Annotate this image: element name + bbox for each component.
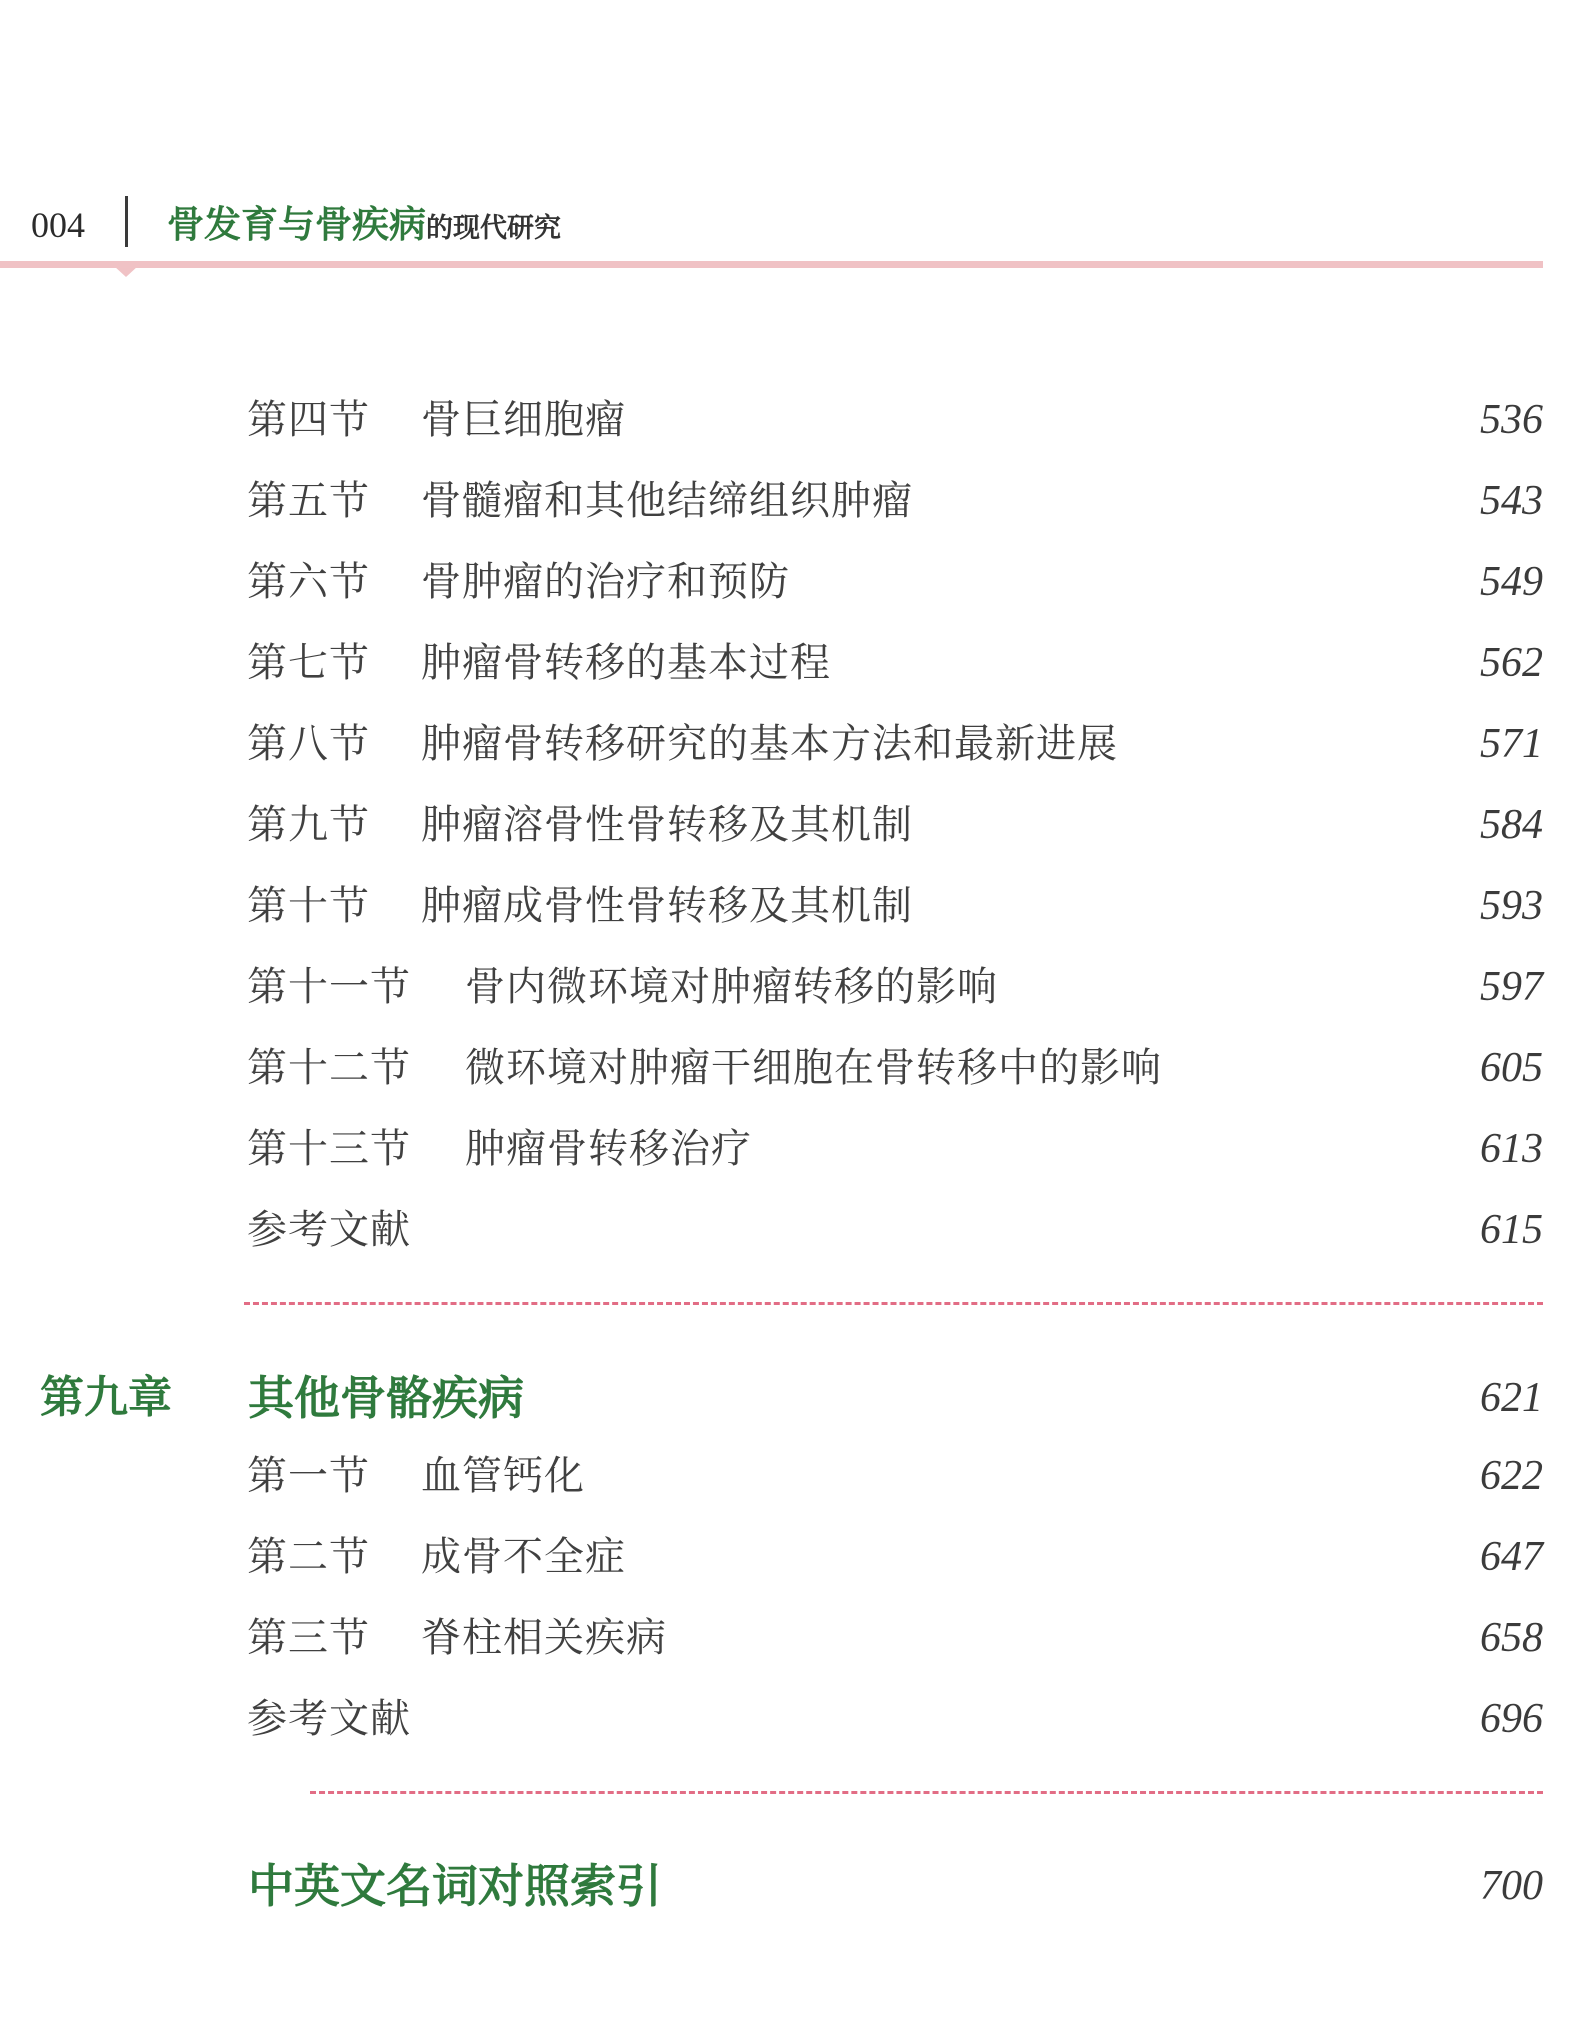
section-title: 成骨不全症 (421, 1534, 626, 1580)
toc-entry[interactable] (0, 1116, 1581, 1182)
toc-entry[interactable] (0, 1443, 1581, 1509)
book-title: 骨发育与骨疾病 (167, 203, 426, 246)
section-number: 第四节 (247, 397, 370, 443)
toc-entry[interactable] (0, 468, 1581, 534)
section-title: 肿瘤成骨性骨转移及其机制 (421, 883, 913, 929)
section-title: 肿瘤骨转移治疗 (465, 1126, 752, 1172)
section-page: 549 (1480, 559, 1543, 605)
section-title: 血管钙化 (421, 1453, 585, 1499)
section-page: 647 (1480, 1534, 1543, 1580)
header-separator (125, 196, 128, 247)
section-page: 562 (1480, 640, 1543, 686)
chapter-divider (310, 1791, 1543, 1794)
section-number: 第八节 (247, 721, 370, 767)
section-number: 第七节 (247, 640, 370, 686)
toc-entry[interactable] (0, 549, 1581, 615)
header-rule (0, 261, 1543, 268)
chapter-divider (244, 1302, 1543, 1305)
chapter-heading[interactable] (0, 1362, 1581, 1434)
toc-entry[interactable] (0, 1035, 1581, 1101)
page-number: 004 (31, 205, 85, 245)
toc-entry[interactable] (0, 711, 1581, 777)
toc-entry[interactable] (0, 1524, 1581, 1590)
section-number: 第一节 (247, 1453, 370, 1499)
section-number: 第十二节 (247, 1045, 411, 1091)
section-title: 肿瘤骨转移研究的基本方法和最新进展 (421, 721, 1118, 767)
section-title: 骨髓瘤和其他结缔组织肿瘤 (421, 478, 913, 524)
section-page: 536 (1480, 397, 1543, 443)
section-number: 第二节 (247, 1534, 370, 1580)
section-page: 613 (1480, 1126, 1543, 1172)
chapter-number: 第九章 (40, 1372, 172, 1423)
section-page: 593 (1480, 883, 1543, 929)
section-number: 第十一节 (247, 964, 411, 1010)
section-page: 543 (1480, 478, 1543, 524)
section-title: 肿瘤溶骨性骨转移及其机制 (421, 802, 913, 848)
toc-entry[interactable] (0, 873, 1581, 939)
section-title: 肿瘤骨转移的基本过程 (421, 640, 831, 686)
book-subtitle: 的现代研究 (426, 213, 561, 244)
section-title: 骨内微环境对肿瘤转移的影响 (465, 964, 998, 1010)
index-title: 中英文名词对照索引 (248, 1859, 662, 1913)
toc-entry[interactable] (0, 1605, 1581, 1671)
toc-entry[interactable] (0, 954, 1581, 1020)
section-number: 第五节 (247, 478, 370, 524)
header-rule-notch (114, 266, 138, 277)
references-label: 参考文献 (247, 1207, 411, 1253)
section-page: 658 (1480, 1615, 1543, 1661)
section-number: 第三节 (247, 1615, 370, 1661)
section-title: 骨巨细胞瘤 (421, 397, 626, 443)
toc-entry[interactable] (0, 792, 1581, 858)
toc-entry[interactable] (0, 630, 1581, 696)
index-page: 700 (1480, 1863, 1543, 1909)
section-number: 第九节 (247, 802, 370, 848)
toc-entry-references[interactable] (0, 1686, 1581, 1752)
running-header-title (167, 202, 561, 255)
references-label: 参考文献 (247, 1696, 411, 1742)
section-title: 微环境对肿瘤干细胞在骨转移中的影响 (465, 1045, 1162, 1091)
section-number: 第十三节 (247, 1126, 411, 1172)
section-page: 571 (1480, 721, 1543, 767)
chapter-title: 其他骨骼疾病 (248, 1371, 524, 1425)
section-page: 696 (1480, 1696, 1543, 1742)
chapter-page: 621 (1480, 1375, 1543, 1421)
section-page: 605 (1480, 1045, 1543, 1091)
section-page: 597 (1480, 964, 1543, 1010)
index-heading[interactable] (0, 1850, 1581, 1922)
section-page: 622 (1480, 1453, 1543, 1499)
section-page: 615 (1480, 1207, 1543, 1253)
section-number: 第六节 (247, 559, 370, 605)
section-number: 第十节 (247, 883, 370, 929)
section-title: 脊柱相关疾病 (421, 1615, 667, 1661)
section-page: 584 (1480, 802, 1543, 848)
toc-entry[interactable] (0, 387, 1581, 453)
toc-entry-references[interactable] (0, 1197, 1581, 1263)
section-title: 骨肿瘤的治疗和预防 (421, 559, 790, 605)
